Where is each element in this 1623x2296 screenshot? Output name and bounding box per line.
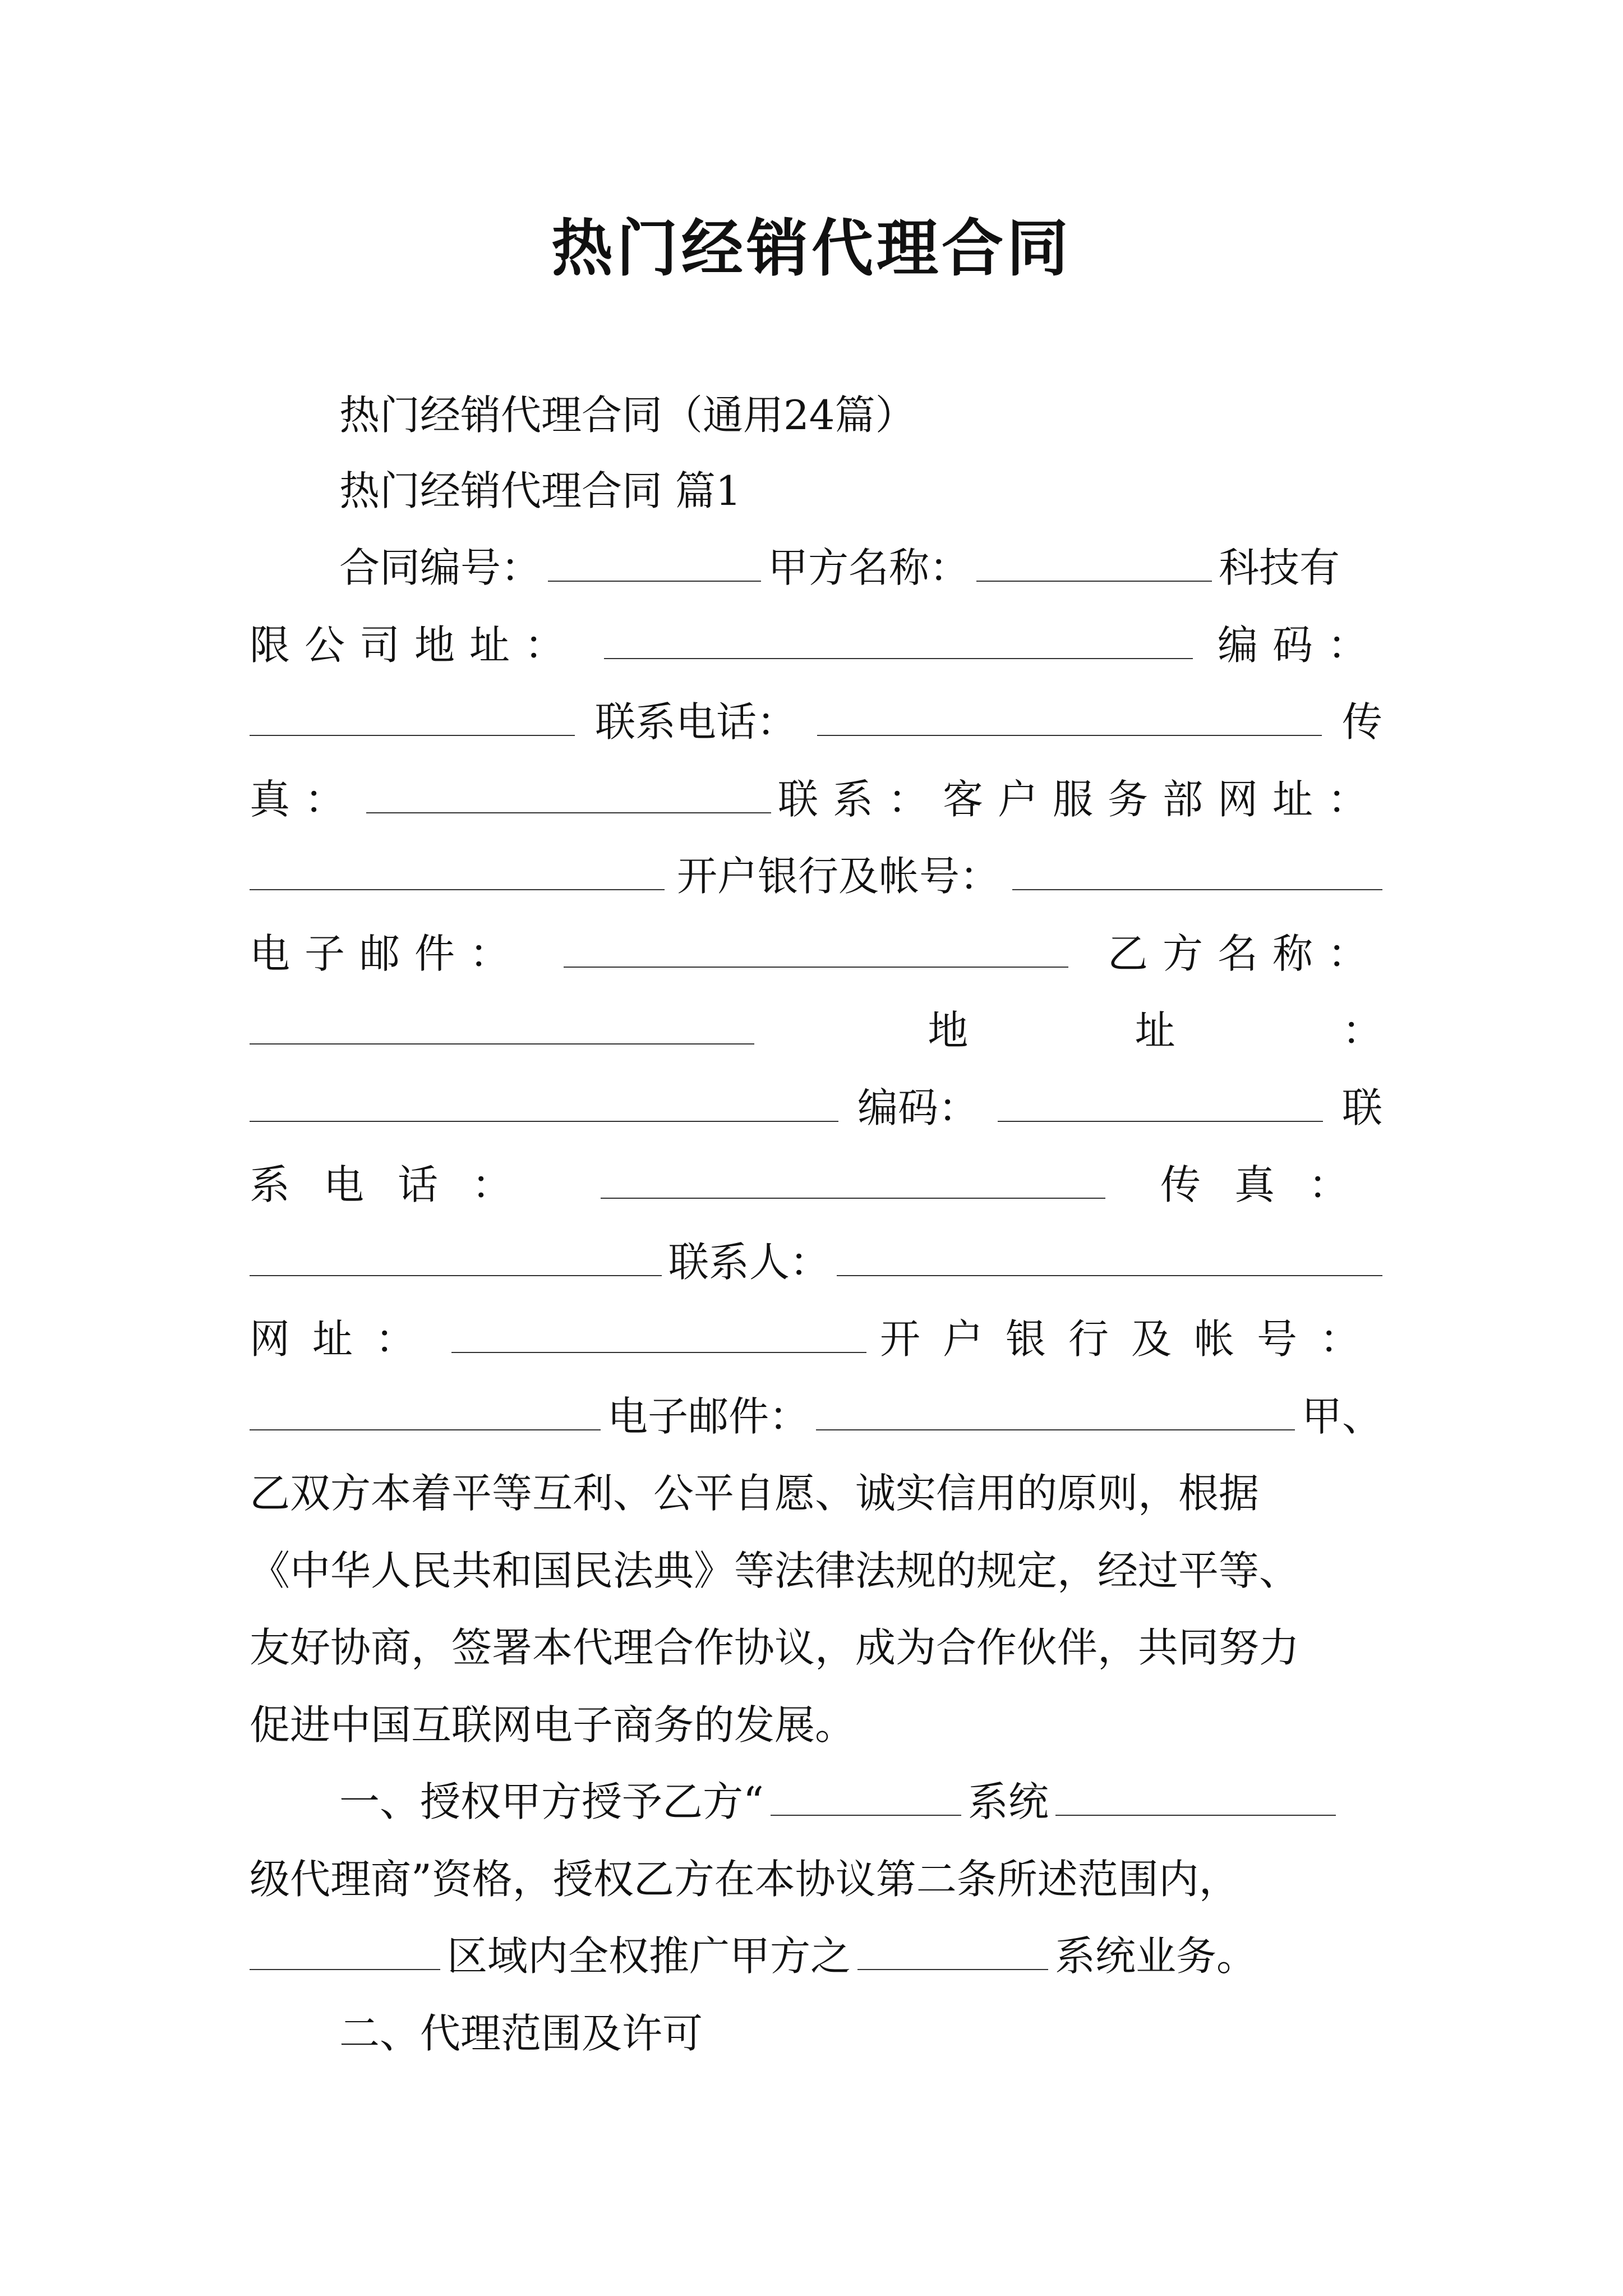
- party-b-postcode-line: [250, 1080, 1382, 1136]
- party-b-contact-blank[interactable]: [837, 1241, 1382, 1276]
- party-b-name-blank[interactable]: [250, 1010, 754, 1045]
- party-b-contact-label: 联系人：: [668, 1239, 830, 1286]
- party-a-email-blank[interactable]: [564, 933, 1068, 968]
- party-b-phone-line: [250, 1157, 1382, 1213]
- party-b-address-label-2: 址: [1135, 1007, 1175, 1054]
- party-b-phone-blank[interactable]: [601, 1164, 1105, 1199]
- party-a-email-line: [250, 926, 1382, 982]
- clause-1-text-c: 级代理商”资格，授权乙方在本协议第二条所述范围内，: [250, 1856, 1239, 1903]
- party-b-email-blank[interactable]: [816, 1396, 1295, 1430]
- party-b-address-label-colon: ：: [1341, 1007, 1382, 1054]
- clause-2-heading: 二、代理范围及许可: [339, 2010, 703, 2057]
- party-b-postcode-blank[interactable]: [998, 1087, 1323, 1122]
- system-name-blank[interactable]: [771, 1781, 961, 1816]
- party-a-postcode-blank[interactable]: [250, 701, 575, 736]
- party-a-bank-label: 开户银行及帐号：: [676, 853, 1000, 900]
- party-b-website-line: [250, 1311, 1382, 1367]
- party-a-email-label: 电子邮件：: [250, 930, 525, 977]
- preamble-start-text: 甲、: [1301, 1393, 1382, 1440]
- preamble-text-3: 友好协商，签署本代理合作协议，成为合作伙伴，共同努力: [250, 1624, 1300, 1671]
- party-a-bank-blank[interactable]: [1012, 855, 1382, 890]
- preamble-line-2: [250, 1543, 1382, 1599]
- clause-1-text-e: 系统业务。: [1055, 1932, 1257, 1980]
- business-system-blank[interactable]: [857, 1935, 1048, 1970]
- party-a-fax-blank[interactable]: [366, 779, 771, 813]
- contract-number-blank[interactable]: [548, 547, 761, 582]
- party-a-phone-label: 联系电话：: [594, 698, 797, 746]
- preamble-text-4: 促进中国互联网电子商务的发展。: [250, 1701, 856, 1749]
- clause-1-text-a: 一、授权甲方授予乙方“: [339, 1778, 764, 1825]
- party-b-bank-label: 开户银行及帐号：: [879, 1315, 1382, 1363]
- region-blank[interactable]: [250, 1935, 440, 1970]
- party-a-fax-line: [250, 771, 1382, 827]
- party-b-bank-blank[interactable]: [250, 1396, 601, 1430]
- section-title-line: [250, 463, 1472, 519]
- party-b-website-blank[interactable]: [451, 1318, 866, 1353]
- party-a-phone-blank[interactable]: [817, 701, 1322, 736]
- party-a-name-label: 甲方名称：: [768, 544, 970, 591]
- subtitle: 热门经销代理合同（通用24篇）: [339, 392, 916, 439]
- preamble-text-1: 乙双方本着平等互利、公平自愿、诚实信用的原则，根据: [250, 1470, 1260, 1517]
- section-title: 热门经销代理合同 篇1: [339, 467, 741, 514]
- party-b-website-label: 网址：: [250, 1315, 439, 1363]
- party-b-name-label: 乙方名称：: [1107, 930, 1382, 977]
- clause-1-line-1: [250, 1774, 1472, 1830]
- clause-1-line-2: [250, 1851, 1382, 1907]
- party-b-phone-label-start: 联: [1341, 1084, 1382, 1131]
- preamble-text-2: 《中华人民共和国民法典》等法律法规的规定，经过平等、: [250, 1547, 1300, 1594]
- clause-1-text-d: 区域内全权推广甲方之: [447, 1932, 851, 1980]
- party-a-address-blank[interactable]: [604, 624, 1193, 659]
- subtitle-line: [250, 387, 1472, 443]
- party-a-website-blank[interactable]: [250, 855, 665, 890]
- party-a-address-line: [250, 617, 1382, 673]
- agent-level-blank[interactable]: [1055, 1781, 1336, 1816]
- contract-number-label: 合同编号：: [339, 544, 542, 591]
- party-b-fax-label: 传真：: [1160, 1161, 1382, 1208]
- clause-1-text-b: 系统: [967, 1778, 1049, 1825]
- contract-number-line: [250, 540, 1472, 596]
- party-a-bank-line: [250, 848, 1382, 904]
- party-a-fax-label-start: 传: [1341, 698, 1382, 746]
- party-b-address-blank[interactable]: [250, 1087, 838, 1122]
- party-b-address-line: [250, 1002, 1382, 1059]
- party-b-phone-label-end: 系电话：: [250, 1161, 546, 1208]
- party-a-website-label: 网址：: [1217, 776, 1382, 823]
- party-b-postcode-label: 编码：: [857, 1084, 979, 1131]
- clause-2-heading-line: [250, 2005, 1472, 2062]
- document-title: 热门经销代理合同: [551, 212, 1072, 284]
- party-b-fax-blank[interactable]: [250, 1241, 662, 1276]
- preamble-line-4: [250, 1697, 1382, 1753]
- clause-1-line-3: [250, 1928, 1382, 1984]
- party-a-contact-text: 联系：客户服务部: [777, 776, 1218, 823]
- party-b-email-label: 电子邮件：: [607, 1393, 810, 1440]
- party-a-fax-label-end: 真：: [250, 776, 360, 823]
- party-a-name-blank[interactable]: [976, 547, 1212, 582]
- party-b-contact-line: [250, 1234, 1382, 1290]
- preamble-line-1: [250, 1465, 1382, 1521]
- party-b-address-label-1: 地: [928, 1007, 969, 1054]
- party-a-address-label: 限公司地址：: [250, 622, 580, 669]
- party-b-email-line: [250, 1388, 1382, 1444]
- preamble-line-3: [250, 1619, 1382, 1676]
- company-prefix-text: 科技有: [1219, 544, 1340, 591]
- party-a-postcode-label: 编码：: [1217, 622, 1382, 669]
- party-a-phone-line: [250, 694, 1382, 750]
